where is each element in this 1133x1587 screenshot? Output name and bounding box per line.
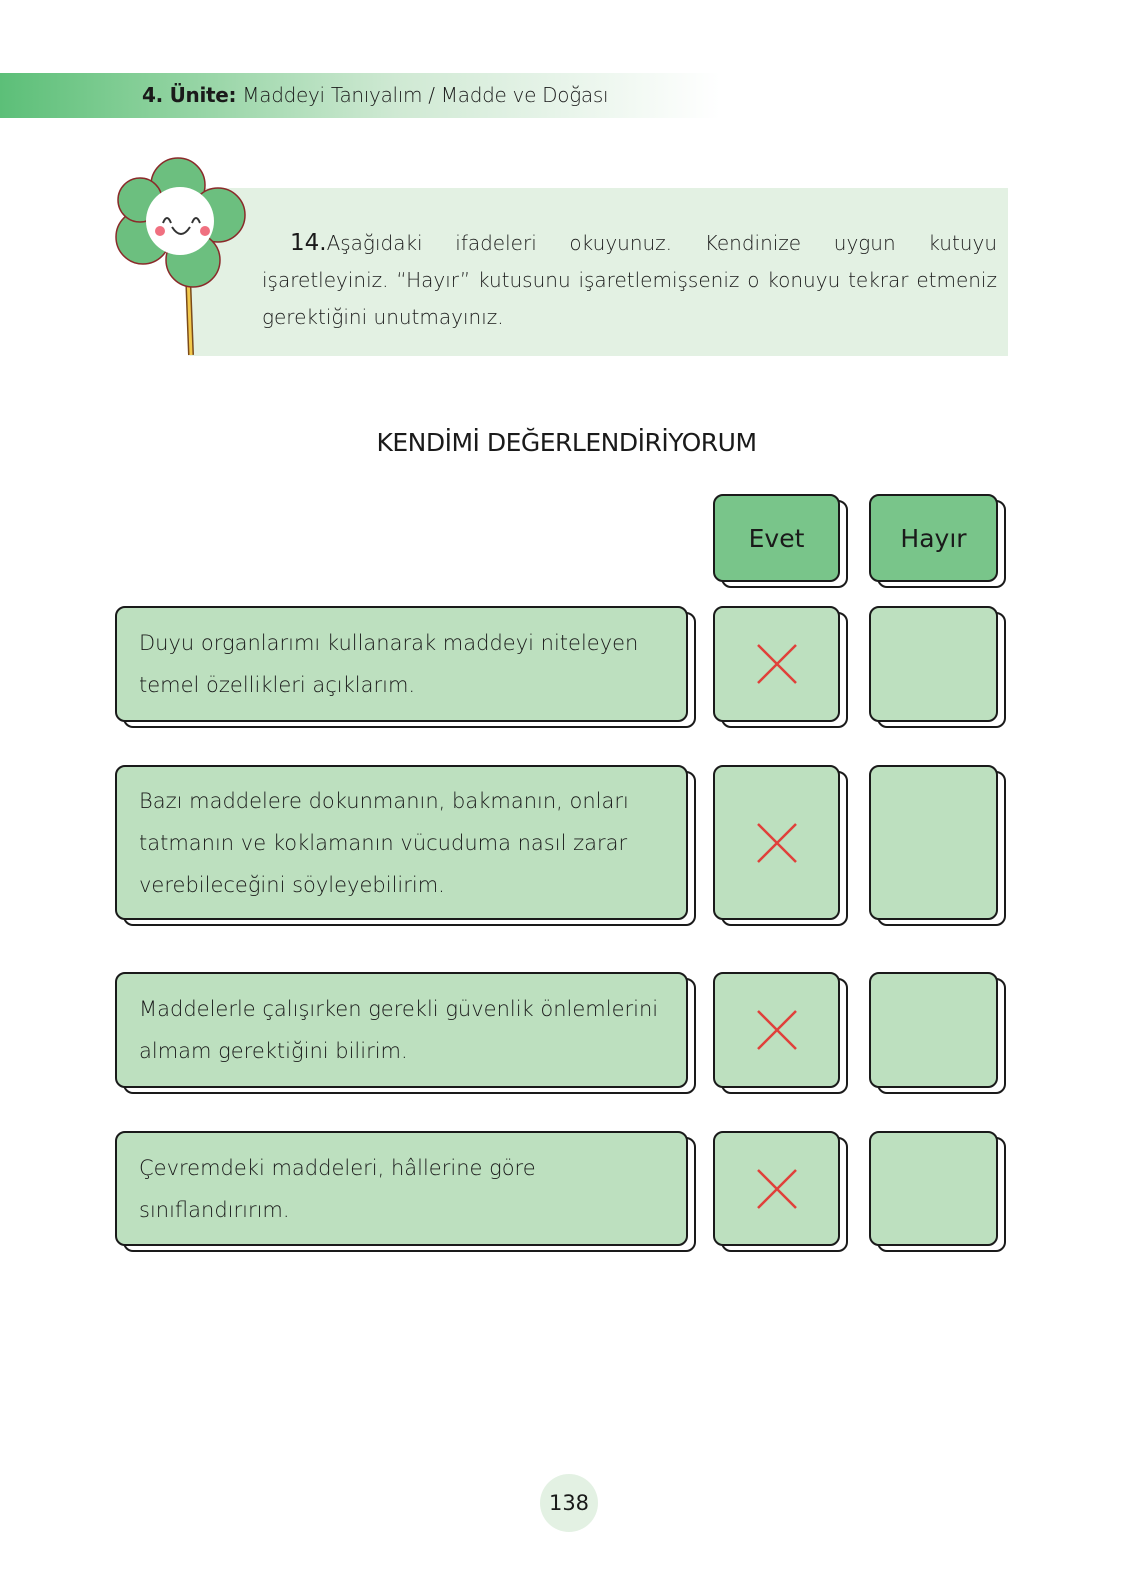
unit-label: 4. Ünite: xyxy=(142,83,237,107)
no-checkbox[interactable] xyxy=(869,1131,998,1246)
statement-text: Çevremdeki maddeleri, hâllerine göre sınıflandırırım. xyxy=(139,1155,536,1222)
unit-header xyxy=(142,83,608,107)
instruction-text xyxy=(262,225,997,336)
unit-title: Maddeyi Tanıyalım / Madde ve Doğası xyxy=(242,83,609,107)
statement-box xyxy=(115,606,688,722)
no-checkbox[interactable] xyxy=(869,765,998,920)
column-header-no xyxy=(869,494,998,582)
x-mark-icon xyxy=(756,643,798,685)
yes-checkbox[interactable] xyxy=(713,972,840,1088)
no-label: Hayır xyxy=(900,523,967,553)
column-header-yes xyxy=(713,494,840,582)
yes-checkbox[interactable] xyxy=(713,1131,840,1246)
page-number: 138 xyxy=(540,1474,598,1532)
statement-text: Maddelerle çalışırken gerekli güvenlik önlemlerini almam gerektiğini bilirim. xyxy=(139,997,659,1063)
x-mark-icon xyxy=(756,1009,798,1051)
x-mark-icon xyxy=(756,822,798,864)
statement-box xyxy=(115,1131,688,1246)
flower-icon xyxy=(108,155,253,360)
statement-text: Duyu organlarımı kullanarak maddeyi niteleyen temel özellikleri açıklarım. xyxy=(139,631,639,697)
statement-box xyxy=(115,765,688,920)
statement-text: Bazı maddelere dokunmanın, bakmanın, onları tatmanın ve koklamanın vücuduma nasıl zarar verebileceğini söyleyebilirim. xyxy=(139,788,629,897)
yes-label: Evet xyxy=(748,523,805,553)
no-checkbox[interactable] xyxy=(869,606,998,722)
instruction-body: Aşağıdaki ifadeleri okuyunuz. Kendinize uygun kutuyu işaretleyiniz. “Hayır” kutusunu işaretlemişseniz o konuyu tekrar etmeniz gerektiğini unutmayınız. xyxy=(262,231,997,329)
x-mark-icon xyxy=(756,1168,798,1210)
question-number: 14. xyxy=(290,230,327,256)
yes-checkbox[interactable] xyxy=(713,606,840,722)
section-title: KENDİMİ DEĞERLENDİRİYORUM xyxy=(376,428,757,457)
statement-box xyxy=(115,972,688,1088)
yes-checkbox[interactable] xyxy=(713,765,840,920)
no-checkbox[interactable] xyxy=(869,972,998,1088)
